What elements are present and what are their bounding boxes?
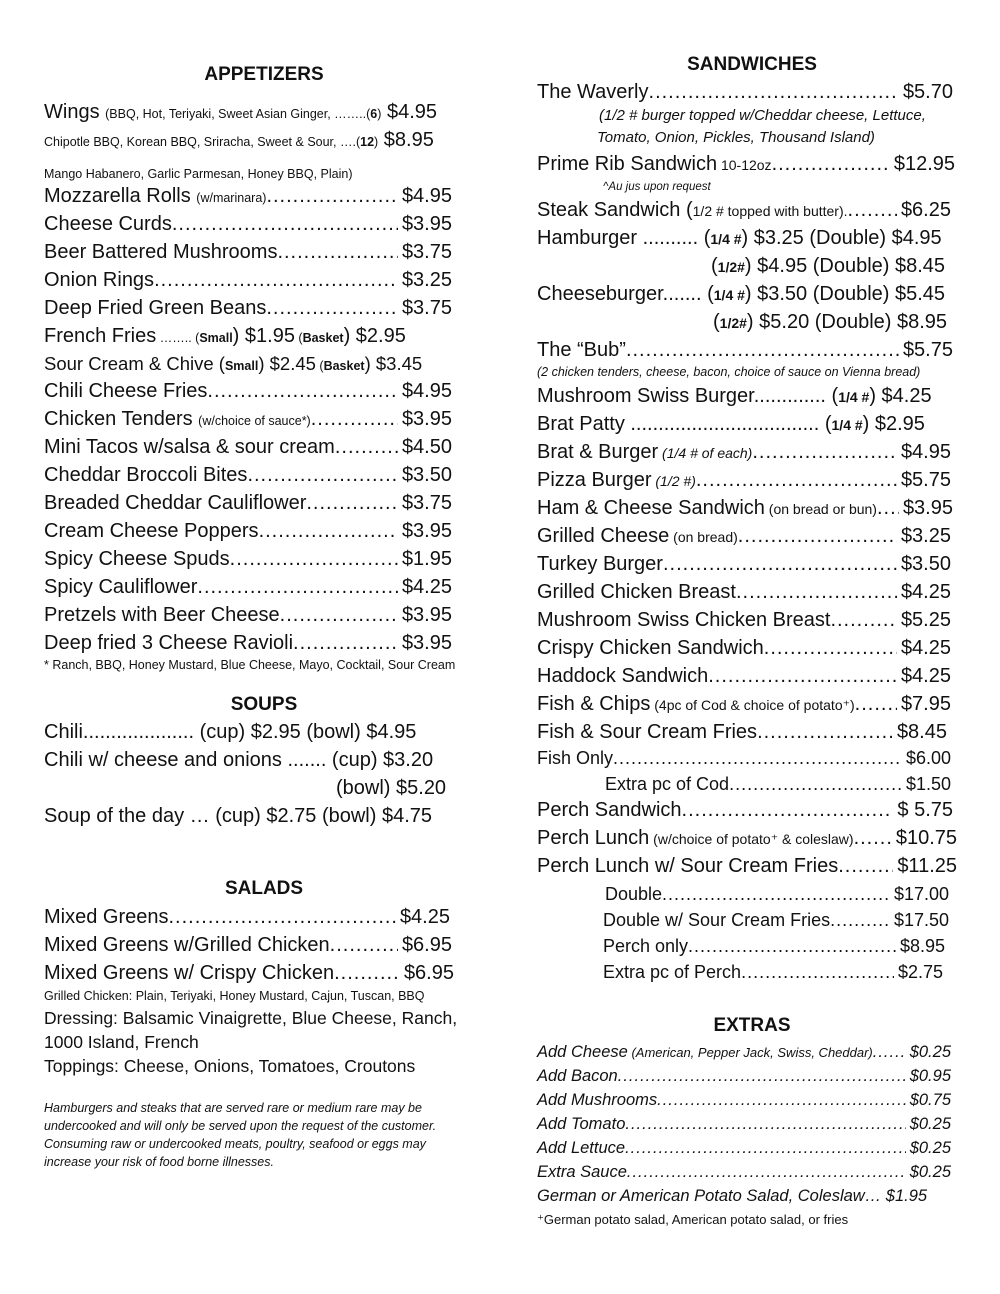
salads-heading: SALADS [224,878,304,899]
item-name: Grilled Chicken Breast [537,581,736,603]
item-name: Add Tomato [537,1115,626,1133]
menu-item [44,547,452,571]
item-name: Brat Patty .................................. ( [537,413,832,435]
item-name: Sour Cream & Chive ( [44,353,225,374]
soups-heading: SOUPS [230,694,298,715]
menu-item [537,440,951,465]
menu-item [44,519,452,543]
fries-small-price: ) $1.95 [232,325,295,347]
wings-count-6: 6 [370,107,378,121]
item-note: 10-12oz [717,157,772,173]
item-price: $4.95 [401,380,452,402]
menu-item [44,575,452,599]
sour-cream-chive-line [44,352,422,378]
item-price: $1.95 [401,548,452,570]
menu-item [44,407,452,433]
wings-note-2: Chipotle BBQ, Korean BBQ, Sriracha, Sweet & Sour, ….( [44,135,361,149]
mushroom-swiss-burger-line [537,384,932,409]
item-price: $0.95 [909,1067,951,1085]
wings-line-2 [44,128,434,154]
item-price: $3.75 [401,297,452,319]
fries-basket-open: ( [294,331,303,345]
menu-item [44,463,452,487]
menu-item [537,1112,951,1136]
menu-item [537,468,951,493]
item-price: $4.95 [900,441,951,463]
item-name: Pizza Burger [537,469,652,491]
menu-item [537,524,951,549]
item-name: Extra pc of Cod [605,774,730,794]
item-note: (w/marinara) [196,191,267,205]
hamburger-q1-price: ) $3.25 (Double) $4.95 [741,227,942,249]
fries-basket-price: ) $2.95 [343,325,406,347]
item-price: $4.50 [401,436,452,458]
item-price: $11.25 [897,855,957,877]
item-price: $5.75 [902,339,953,361]
item-price: ) $4.25 [869,385,932,407]
item-price: $5.25 [900,609,951,631]
item-name: Add Cheese [537,1043,628,1061]
item-name: Brat & Burger [537,441,659,463]
size-quarter: 1/4 # [838,389,870,405]
item-name: Spicy Cheese Spuds [44,548,230,570]
item-price: ) $2.95 [862,413,925,435]
size-quarter: 1/4 # [710,231,742,247]
item-note: (on bread) [669,529,738,545]
item-price: $12.95 [893,153,955,175]
item-name: Breaded Cheddar Cauliflower [44,492,307,514]
wings-count-12: 12 [360,135,375,149]
dressing-line-2: 1000 Island, French [44,1032,199,1052]
item-name: Mushroom Swiss Burger............. ( [537,385,839,407]
item-name: Hamburger .......... ( [537,227,711,249]
item-name: Chicken Tenders [44,408,193,430]
wings-price-6: $4.95 [386,101,438,123]
item-price: $8.45 [896,721,947,743]
disclaimer-line: Consuming raw or undercooked meats, poultry, seafood or eggs may [44,1137,426,1151]
item-name: Mixed Greens w/ Crispy Chicken [44,962,335,984]
soup-line-day: Soup of the day … (cup) $2.75 (bowl) $4.75 [44,805,433,827]
menu-item [44,905,450,929]
item-name: The “Bub” [537,339,626,361]
menu-item [44,184,452,210]
item-note: 1/2 # topped with butter). [692,203,848,219]
menu-item [603,934,945,958]
size-half: 1/2# [717,259,745,275]
item-name: Crispy Chicken Sandwich [537,637,764,659]
menu-item [537,552,951,576]
item-price: $8.95 [899,936,945,956]
extras-heading: EXTRAS [713,1015,791,1036]
item-note: (4pc of Cod & choice of potato⁺) [650,697,855,713]
item-note: (American, Pepper Jack, Swiss, Cheddar) [627,1045,873,1060]
wings-name: Wings [44,101,100,123]
size-small: Small [199,331,233,345]
item-price: $3.25 [900,525,951,547]
menu-item [537,636,951,660]
item-price: $6.25 [900,199,951,221]
soup-line-chili: Chili.................... (cup) $2.95 (bowl) $4.95 [44,721,417,743]
item-name: French Fries [44,325,157,347]
potato-salad-line: German or American Potato Salad, Coleslaw… $1.95 [537,1187,928,1205]
item-price: $0.25 [909,1139,951,1157]
cheeseburger-line-2: (1/2#) $5.20 (Double) $8.95 [713,311,948,333]
item-price: $0.75 [909,1091,951,1109]
item-name: Steak Sandwich ( [537,199,693,221]
item-name: Mixed Greens w/Grilled Chicken [44,934,330,956]
item-price: $17.00 [893,884,949,904]
item-price: $3.50 [900,553,951,575]
item-name: Double [605,884,663,904]
item-price: $3.95 [902,497,953,519]
wings-close-2: ) [374,135,379,149]
item-price: $6.95 [403,962,454,984]
item-name: Mini Tacos w/salsa & sour cream [44,436,335,458]
item-name: Cheddar Broccoli Bites [44,464,248,486]
size-basket: Basket [302,331,344,345]
item-name: Extra pc of Perch [603,962,742,982]
menu-item [44,240,452,264]
menu-item [537,1160,951,1184]
item-name: Haddock Sandwich [537,665,709,687]
size-basket: Basket [323,359,365,373]
item-name: Double w/ Sour Cream Fries [603,910,831,930]
waverly-desc-1: (1/2 # burger topped w/Cheddar cheese, Lettuce, [599,107,926,124]
item-name: Perch only [603,936,689,956]
disclaimer-line: undercooked and will only be served upon the request of the customer. [44,1119,437,1133]
size-half: 1/2# [719,315,747,331]
item-price: $3.25 [401,269,452,291]
cheeseburger-q1-price: ) $3.50 (Double) $5.45 [744,283,946,305]
item-name: Add Mushrooms [537,1091,658,1109]
item-name: Pretzels with Beer Cheese [44,604,280,626]
size-quarter: 1/4 # [831,417,863,433]
wings-price-12: $8.95 [383,129,434,151]
item-price: $ 5.75 [897,799,953,821]
item-name: Extra Sauce [537,1163,627,1181]
menu-item [537,1136,951,1160]
item-name: Spicy Cauliflower [44,576,198,598]
menu-item [537,1064,951,1088]
menu-item [44,212,452,236]
disclaimer-line: increase your risk of food borne illnesses. [44,1155,274,1169]
menu-item [537,826,957,851]
item-name: Prime Rib Sandwich [537,153,718,175]
wings-line-3: Mango Habanero, Garlic Parmesan, Honey BBQ, Plain) [44,167,353,181]
bub-desc: (2 chicken tenders, cheese, bacon, choice of sauce on Vienna bread) [537,365,921,379]
item-price: $4.25 [900,665,951,687]
item-price: $3.95 [401,632,452,654]
menu-item [44,603,452,627]
item-name: Cream Cheese Poppers [44,520,259,542]
sour-small-price: ) $2.45 [258,353,316,374]
item-name: Cheese Curds [44,213,172,235]
sour-basket-price: ) $3.45 [364,353,423,374]
menu-item [44,631,452,655]
wings-line-1 [44,100,437,126]
item-name: Perch Lunch w/ Sour Cream Fries [537,855,839,877]
menu-item [44,296,452,320]
soup-line-chili-cheese-bowl: (bowl) $5.20 [336,777,447,799]
item-note: (on bread or bun) [764,501,877,517]
item-price: $4.95 [401,185,452,207]
item-name: Fish & Sour Cream Fries [537,721,758,743]
menu-item [44,961,454,985]
item-price: $4.25 [900,637,951,659]
item-name: Fish Only [537,748,614,768]
item-price: $4.25 [900,581,951,603]
item-name: Chili Cheese Fries [44,380,208,402]
item-price: $0.25 [909,1163,951,1181]
menu-item [605,882,949,906]
menu-item [537,854,957,878]
item-name: Perch Sandwich [537,799,682,821]
hamburger-q2-price: ) $4.95 (Double) $8.45 [744,255,946,277]
menu-item [537,80,953,104]
menu-item [603,960,943,984]
item-name: Add Lettuce [537,1139,626,1157]
item-name: Grilled Cheese [537,525,670,547]
hamburger-line-1 [537,226,942,251]
item-price: $1.50 [905,774,951,794]
menu-item [537,198,951,223]
item-note: (1/4 # of each) [658,445,753,461]
menu-item [537,798,953,822]
item-name: Deep Fried Green Beans [44,297,267,319]
dressing-line-1: Dressing: Balsamic Vinaigrette, Blue Cheese, Ranch, [44,1008,458,1028]
fries-dots: …….. ( [156,331,200,345]
item-name: Onion Rings [44,269,155,291]
grilled-chicken-note: Grilled Chicken: Plain, Teriyaki, Honey Mustard, Cajun, Tuscan, BBQ [44,989,425,1003]
hamburger-line-2: (1/2#) $4.95 (Double) $8.45 [711,255,946,277]
item-price: $2.75 [897,962,943,982]
item-name: Add Bacon [537,1067,618,1085]
item-name: Deep fried 3 Cheese Ravioli [44,632,294,654]
disclaimer-line: Hamburgers and steaks that are served rare or medium rare may be [44,1101,422,1115]
menu-item [44,491,452,515]
potato-footnote: ⁺German potato salad, American potato salad, or fries [537,1212,849,1227]
menu-item [44,933,452,957]
item-name: Mixed Greens [44,906,169,928]
size-quarter: 1/4 # [713,287,745,303]
item-price: $3.95 [401,213,452,235]
item-name: Ham & Cheese Sandwich [537,497,765,519]
item-name: Beer Battered Mushrooms [44,241,278,263]
menu-item [537,746,951,770]
menu-item [537,338,953,362]
cheeseburger-q2-price: ) $5.20 (Double) $8.95 [746,311,948,333]
item-price: $6.95 [401,934,452,956]
item-price: $7.95 [900,693,951,715]
menu-item [44,379,452,403]
appetizers-heading: APPETIZERS [204,64,324,85]
sandwiches-heading: SANDWICHES [687,54,817,75]
item-price: $4.25 [401,576,452,598]
toppings-line: Toppings: Cheese, Onions, Tomatoes, Croutons [44,1056,416,1076]
wings-note: (BBQ, Hot, Teriyaki, Sweet Asian Ginger, ……..( [105,107,371,121]
prime-rib-sub: ^Au jus upon request [603,181,711,193]
french-fries-line [44,324,406,350]
menu-item [537,1040,951,1065]
item-price: $3.50 [401,464,452,486]
menu-item [605,772,951,796]
item-name: The Waverly [537,81,649,103]
menu-item [537,1088,951,1112]
item-note: (1/2 #) [651,473,696,489]
item-name: Mushroom Swiss Chicken Breast [537,609,831,631]
waverly-desc-2: Tomato, Onion, Pickles, Thousand Island) [597,129,875,146]
menu-item [603,908,949,932]
menu-item [537,152,955,177]
sauce-footnote: * Ranch, BBQ, Honey Mustard, Blue Cheese, Mayo, Cocktail, Sour Cream [44,658,456,672]
item-price: $3.95 [401,520,452,542]
cheeseburger-line-1 [537,282,945,307]
item-price: $3.75 [401,492,452,514]
item-note: (w/choice of sauce*) [198,414,311,428]
menu-item [537,496,953,521]
item-price: $17.50 [893,910,949,930]
item-price: $3.95 [401,604,452,626]
menu-item [537,692,951,717]
item-price: $3.95 [401,408,452,430]
item-price: $0.25 [909,1115,951,1133]
menu-item [44,435,452,459]
item-note: (w/choice of potato⁺ & coleslaw) [649,831,854,847]
item-price: $5.70 [902,81,953,103]
sour-basket-open: ( [315,359,324,373]
item-price: $0.25 [909,1043,951,1061]
menu-item [537,720,947,744]
soup-line-chili-cheese: Chili w/ cheese and onions ....... (cup) $3.20 [44,749,434,771]
item-price: $10.75 [895,827,957,849]
item-price: $6.00 [905,748,951,768]
size-small: Small [224,359,259,373]
item-name: Cheeseburger....... ( [537,283,714,305]
brat-patty-line [537,412,925,437]
menu-item [537,608,951,632]
item-name: Mozzarella Rolls [44,185,191,207]
menu-item [537,580,951,604]
item-price: $4.25 [399,906,450,928]
item-name: Perch Lunch [537,827,650,849]
wings-close: ) [377,107,382,121]
menu-item [44,268,452,292]
item-name: Fish & Chips [537,693,651,715]
menu-item [537,664,951,688]
item-name: Turkey Burger [537,553,663,575]
item-price: $3.75 [401,241,452,263]
item-price: $5.75 [900,469,951,491]
